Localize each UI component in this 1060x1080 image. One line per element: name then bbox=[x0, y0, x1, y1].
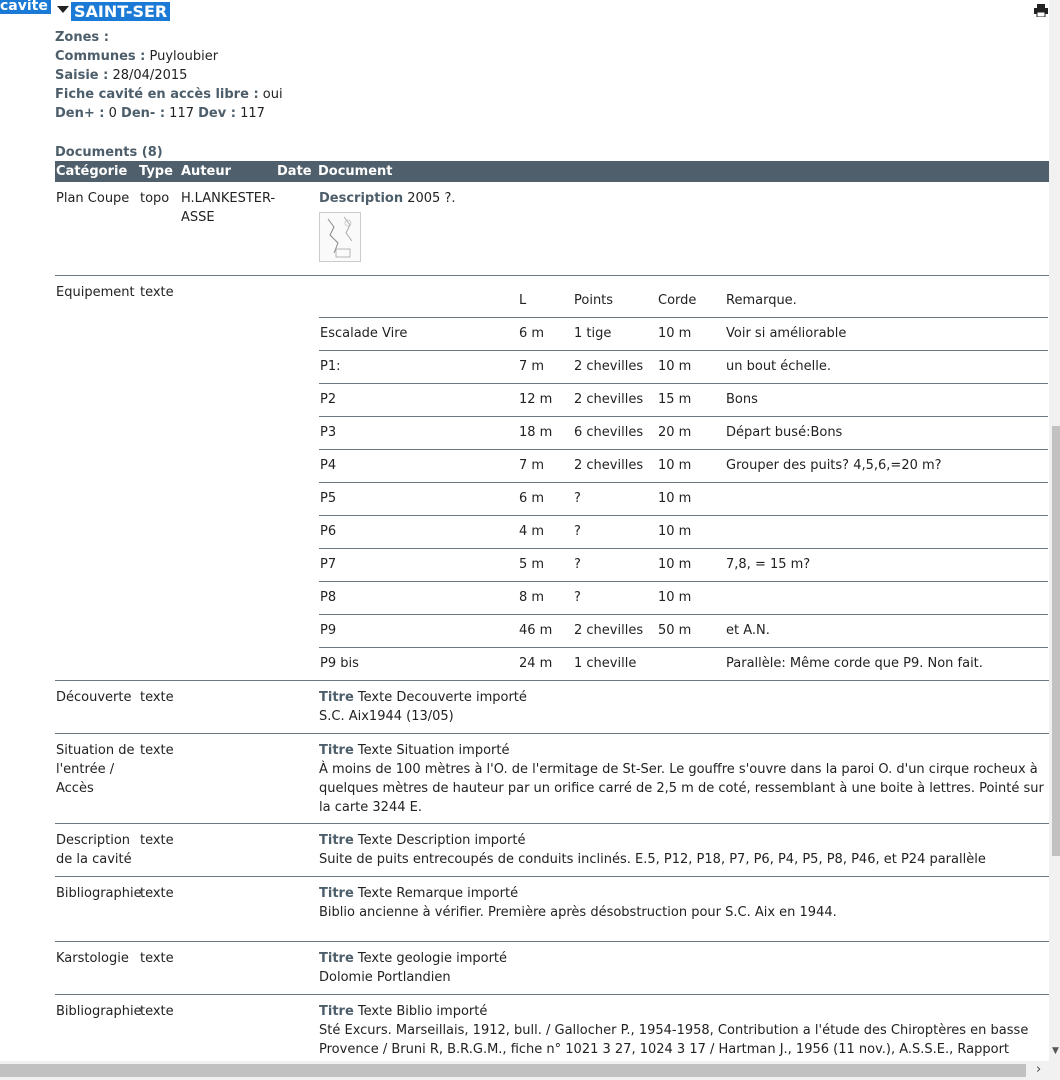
table-row bbox=[55, 182, 1049, 276]
row-type: texte bbox=[140, 951, 174, 966]
documents-title: Documents (8) bbox=[55, 145, 163, 160]
row-title: Texte Situation importé bbox=[357, 743, 510, 758]
header-type: Type bbox=[139, 164, 173, 179]
row-text: Suite de puits entrecoupés de conduits inclinés. E.5, P12, P18, P7, P6, P4, P5, P8, P46, et P24 parallèle bbox=[319, 852, 986, 867]
eq-remarque: Bons bbox=[726, 392, 758, 407]
equipement-row bbox=[319, 516, 1048, 549]
titre-label: Titre bbox=[319, 833, 354, 848]
table-row bbox=[55, 877, 1049, 942]
header-date: Date bbox=[277, 164, 312, 179]
equipement-row bbox=[319, 615, 1048, 648]
eq-corde: 10 m bbox=[658, 524, 692, 539]
eq-corde: 15 m bbox=[658, 392, 692, 407]
eq-remarque: 7,8, = 15 m? bbox=[726, 557, 811, 572]
eq-header-corde: Corde bbox=[658, 293, 697, 308]
table-row bbox=[55, 276, 1049, 681]
equipement-row bbox=[319, 582, 1048, 615]
page-title: SAINT-SER bbox=[71, 2, 170, 21]
row-text: Dolomie Portlandien bbox=[319, 970, 451, 985]
eq-obstacle: Escalade Vire bbox=[320, 326, 408, 341]
row-text: À moins de 100 mètres à l'O. de l'ermitage de St-Ser. Le gouffre s'ouvre dans la paroi O. d'un cirque rocheux à quelques mètres de hauteur par un orifice carré de 2,5 m de coté, ressemblant à une boite à lettres. Pointé sur la carte 3244 E. bbox=[319, 762, 1044, 815]
eq-header-points: Points bbox=[574, 293, 614, 308]
row-text: S.C. Aix1944 (13/05) bbox=[319, 709, 454, 724]
cavite-tab[interactable]: cavite bbox=[0, 0, 51, 14]
eq-points: 2 chevilles bbox=[574, 359, 644, 374]
row-type: texte bbox=[140, 285, 174, 300]
equipement-row bbox=[319, 483, 1048, 516]
eq-corde: 10 m bbox=[658, 491, 692, 506]
documents-table-header bbox=[55, 161, 1049, 182]
eq-obstacle: P2 bbox=[320, 392, 337, 407]
eq-corde: 20 m bbox=[658, 425, 692, 440]
communes-label: Communes : bbox=[55, 49, 146, 64]
equipement-row bbox=[319, 351, 1048, 384]
row-type: texte bbox=[140, 1004, 174, 1019]
scroll-down-arrow-icon[interactable]: ▼ bbox=[1052, 1046, 1059, 1056]
titre-label: Titre bbox=[319, 743, 354, 758]
row-title: Texte Biblio importé bbox=[357, 1004, 488, 1019]
equipement-table bbox=[319, 285, 1048, 680]
row-category: Découverte bbox=[56, 690, 132, 705]
eq-remarque: et A.N. bbox=[726, 623, 770, 638]
denm-label: Den- : bbox=[121, 106, 166, 121]
row-text: Biblio ancienne à vérifier. Première après désobstruction pour S.C. Aix en 1944. bbox=[319, 905, 837, 920]
row-title: Texte Decouverte importé bbox=[357, 690, 527, 705]
eq-length: 18 m bbox=[519, 425, 553, 440]
eq-points: ? bbox=[574, 491, 581, 506]
saisie-value: 28/04/2015 bbox=[112, 68, 188, 83]
row-category: Equipement bbox=[56, 285, 135, 300]
eq-length: 6 m bbox=[519, 491, 545, 506]
eq-remarque: Parallèle: Même corde que P9. Non fait. bbox=[726, 656, 983, 671]
row-title: Texte geologie importé bbox=[357, 951, 508, 966]
eq-corde: 10 m bbox=[658, 590, 692, 605]
equipement-header-row bbox=[319, 285, 1048, 318]
scroll-right-arrow-icon[interactable]: › bbox=[1036, 1062, 1042, 1077]
eq-remarque: un bout échelle. bbox=[726, 359, 832, 374]
eq-points: ? bbox=[574, 524, 581, 539]
table-row bbox=[55, 824, 1049, 877]
eq-points: 2 chevilles bbox=[574, 392, 644, 407]
eq-points: 6 chevilles bbox=[574, 425, 644, 440]
eq-points: 1 tige bbox=[574, 326, 612, 341]
eq-obstacle: P5 bbox=[320, 491, 337, 506]
row-type: texte bbox=[140, 833, 174, 848]
equipement-row bbox=[319, 417, 1048, 450]
eq-points: ? bbox=[574, 557, 581, 572]
eq-corde: 10 m bbox=[658, 557, 692, 572]
eq-obstacle: P8 bbox=[320, 590, 337, 605]
equipement-row bbox=[319, 450, 1048, 483]
acces-libre-value: oui bbox=[262, 87, 283, 102]
header-document: Document bbox=[318, 164, 393, 179]
eq-corde: 10 m bbox=[658, 359, 692, 374]
eq-corde: 10 m bbox=[658, 326, 692, 341]
eq-length: 46 m bbox=[519, 623, 553, 638]
header-categorie: Catégorie bbox=[56, 164, 128, 179]
eq-points: 1 cheville bbox=[574, 656, 637, 671]
eq-obstacle: P9 bbox=[320, 623, 337, 638]
eq-points: ? bbox=[574, 590, 581, 605]
row-category: Bibliographie bbox=[56, 1004, 142, 1019]
denm-value: 117 bbox=[169, 106, 194, 121]
description-link[interactable]: Description bbox=[319, 191, 404, 206]
equipement-row bbox=[319, 549, 1048, 582]
row-title: Texte Remarque importé bbox=[357, 886, 519, 901]
table-row bbox=[55, 734, 1049, 824]
collapse-triangle-icon[interactable] bbox=[57, 6, 69, 13]
eq-points: 2 chevilles bbox=[574, 623, 644, 638]
table-row bbox=[55, 942, 1049, 995]
titre-label: Titre bbox=[319, 886, 354, 901]
row-title: Texte Description importé bbox=[357, 833, 526, 848]
dev-label: Dev : bbox=[198, 106, 236, 121]
eq-length: 4 m bbox=[519, 524, 545, 539]
denp-value: 0 bbox=[108, 106, 117, 121]
eq-length: 24 m bbox=[519, 656, 553, 671]
eq-obstacle: P7 bbox=[320, 557, 337, 572]
zones-label: Zones : bbox=[55, 30, 109, 45]
eq-header-remarque: Remarque. bbox=[726, 293, 797, 308]
eq-obstacle: P6 bbox=[320, 524, 337, 539]
row-type: texte bbox=[140, 886, 174, 901]
eq-length: 5 m bbox=[519, 557, 545, 572]
equipement-row bbox=[319, 384, 1048, 417]
row-text: 2005 ?. bbox=[407, 191, 456, 206]
eq-length: 7 m bbox=[519, 359, 545, 374]
row-type: texte bbox=[140, 690, 174, 705]
documents-table bbox=[55, 182, 1049, 1075]
titre-label: Titre bbox=[319, 1004, 354, 1019]
row-type: texte bbox=[140, 743, 174, 758]
dev-value: 117 bbox=[240, 106, 265, 121]
equipement-row bbox=[319, 318, 1048, 351]
acces-libre-label: Fiche cavité en accès libre : bbox=[55, 87, 259, 102]
eq-remarque: Voir si améliorable bbox=[726, 326, 847, 341]
table-row bbox=[55, 681, 1049, 734]
eq-remarque: Départ busé:Bons bbox=[726, 425, 843, 440]
row-category: Plan Coupe bbox=[56, 191, 130, 206]
eq-obstacle: P3 bbox=[320, 425, 337, 440]
saisie-label: Saisie : bbox=[55, 68, 109, 83]
row-author: H.LANKESTER-ASSE bbox=[181, 191, 276, 225]
row-text: Sté Excurs. Marseillais, 1912, bull. / Gallocher P., 1954-1958, Contribution a l'étude des Chiroptères en basse Provence / Bruni R, B.R.G.M., fiche n° 1021 3 27, 1024 3 17 / Hartman J., 1956 (11 nov.), A.S.S.E., Rapport bbox=[319, 1023, 1029, 1057]
eq-length: 6 m bbox=[519, 326, 545, 341]
eq-obstacle: P9 bis bbox=[320, 656, 359, 671]
eq-header-l: L bbox=[519, 293, 527, 308]
topo-thumbnail[interactable] bbox=[319, 212, 361, 262]
eq-corde: 50 m bbox=[658, 623, 692, 638]
row-category: Bibliographie bbox=[56, 886, 142, 901]
vertical-scrollbar-thumb[interactable] bbox=[1052, 426, 1060, 856]
print-icon[interactable] bbox=[1034, 4, 1048, 21]
equipement-row bbox=[319, 648, 1048, 680]
titre-label: Titre bbox=[319, 690, 354, 705]
eq-obstacle: P4 bbox=[320, 458, 337, 473]
eq-obstacle: P1: bbox=[320, 359, 341, 374]
row-category: Situation de l'entrée / Accès bbox=[56, 743, 135, 796]
eq-corde: 10 m bbox=[658, 458, 692, 473]
denp-label: Den+ : bbox=[55, 106, 105, 121]
eq-length: 12 m bbox=[519, 392, 553, 407]
header-auteur: Auteur bbox=[181, 164, 232, 179]
eq-length: 8 m bbox=[519, 590, 545, 605]
row-type: topo bbox=[140, 191, 170, 206]
eq-points: 2 chevilles bbox=[574, 458, 644, 473]
row-category: Karstologie bbox=[56, 951, 129, 966]
titre-label: Titre bbox=[319, 951, 354, 966]
horizontal-scrollbar-thumb[interactable] bbox=[0, 1064, 1026, 1077]
row-category: Description de la cavité bbox=[56, 833, 132, 867]
eq-remarque: Grouper des puits? 4,5,6,=20 m? bbox=[726, 458, 942, 473]
communes-value: Puyloubier bbox=[149, 49, 219, 64]
cave-metadata bbox=[55, 28, 283, 123]
eq-length: 7 m bbox=[519, 458, 545, 473]
